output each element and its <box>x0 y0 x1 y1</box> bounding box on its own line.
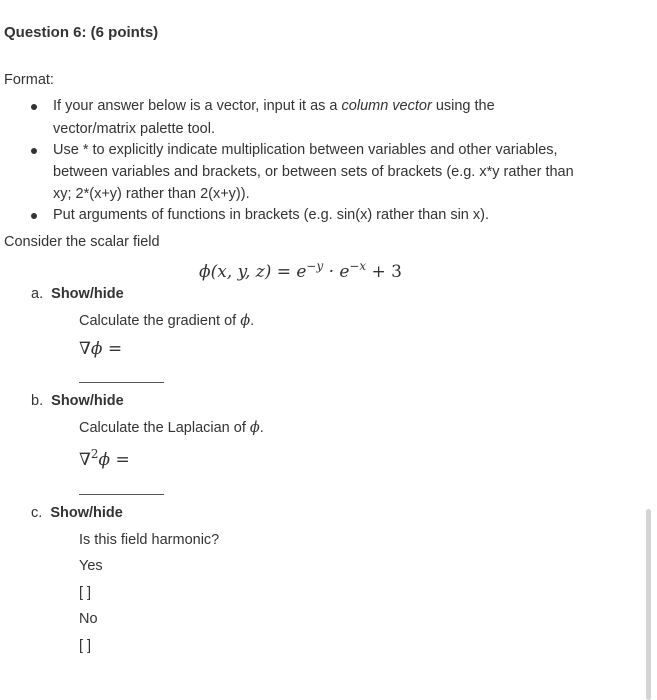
show-hide-toggle-b[interactable]: Show/hide <box>51 393 124 409</box>
laplacian-answer-input[interactable] <box>79 494 164 495</box>
equation-exponent-1: −y <box>306 259 324 274</box>
part-letter: b. <box>31 393 44 409</box>
part-letter: c. <box>31 505 43 521</box>
prompt-text: Calculate the gradient of <box>79 313 241 329</box>
bullet-dot <box>31 213 37 219</box>
format-bullet-1-line-2: vector/matrix palette tool. <box>53 121 215 137</box>
phi-symbol: ϕ <box>249 420 260 436</box>
equation-lhs: ϕ(x, y, z) = e <box>199 262 307 282</box>
equation-rhs: + 3 <box>366 262 402 282</box>
bullet-dot <box>31 104 37 110</box>
part-letter: a. <box>31 286 44 302</box>
part-a-prompt <box>79 313 254 329</box>
gradient-label: ∇ϕ = <box>79 339 123 359</box>
laplacian-label <box>79 447 130 470</box>
phi-symbol: ϕ <box>240 313 251 329</box>
show-hide-toggle-c[interactable]: Show/hide <box>50 505 123 521</box>
prompt-end: . <box>259 420 264 436</box>
part-a-header <box>31 286 124 302</box>
part-b-header <box>31 393 124 409</box>
part-b-prompt <box>79 420 264 436</box>
format-bullet-3: Put arguments of functions in brackets (e.g. sin(x) rather than sin x). <box>53 207 489 223</box>
option-yes-checkbox[interactable]: [ ] <box>79 585 92 601</box>
laplacian-rest: ϕ = <box>98 450 130 470</box>
scalar-field-equation <box>199 259 402 282</box>
format-bullet-2: Use * to explicitly indicate multiplication between variables and other variables, <box>53 142 558 158</box>
gradient-answer-input[interactable] <box>79 382 164 383</box>
bullet-text: If your answer below is a vector, input it as a <box>53 98 342 114</box>
option-yes-label: Yes <box>79 558 103 574</box>
part-c-prompt: Is this field harmonic? <box>79 532 220 548</box>
bullet-emphasis: column vector <box>341 98 432 114</box>
format-bullet-2-line-2: between variables and brackets, or between sets of brackets (e.g. x*y rather than <box>53 164 574 180</box>
laplacian-exponent: 2 <box>90 447 99 462</box>
intro-text: Consider the scalar field <box>4 234 160 250</box>
bullet-dot <box>31 148 37 154</box>
equation-mid: · e <box>323 262 350 282</box>
option-no-checkbox[interactable]: [ ] <box>79 638 92 654</box>
equation-exponent-2: −x <box>349 259 367 274</box>
bullet-text: using the <box>431 98 495 114</box>
question-title: Question 6: (6 points) <box>4 24 159 41</box>
nabla-symbol: ∇ <box>79 450 91 470</box>
part-c-header <box>31 505 123 521</box>
prompt-text: Calculate the Laplacian of <box>79 420 250 436</box>
format-bullet-2-line-3: xy; 2*(x+y) rather than 2(x+y)). <box>53 186 250 202</box>
format-heading: Format: <box>4 72 54 88</box>
prompt-end: . <box>250 313 255 329</box>
vertical-scrollbar[interactable] <box>646 509 651 700</box>
format-bullet-1 <box>53 98 495 114</box>
option-no-label: No <box>79 611 98 627</box>
show-hide-toggle-a[interactable]: Show/hide <box>51 286 124 302</box>
